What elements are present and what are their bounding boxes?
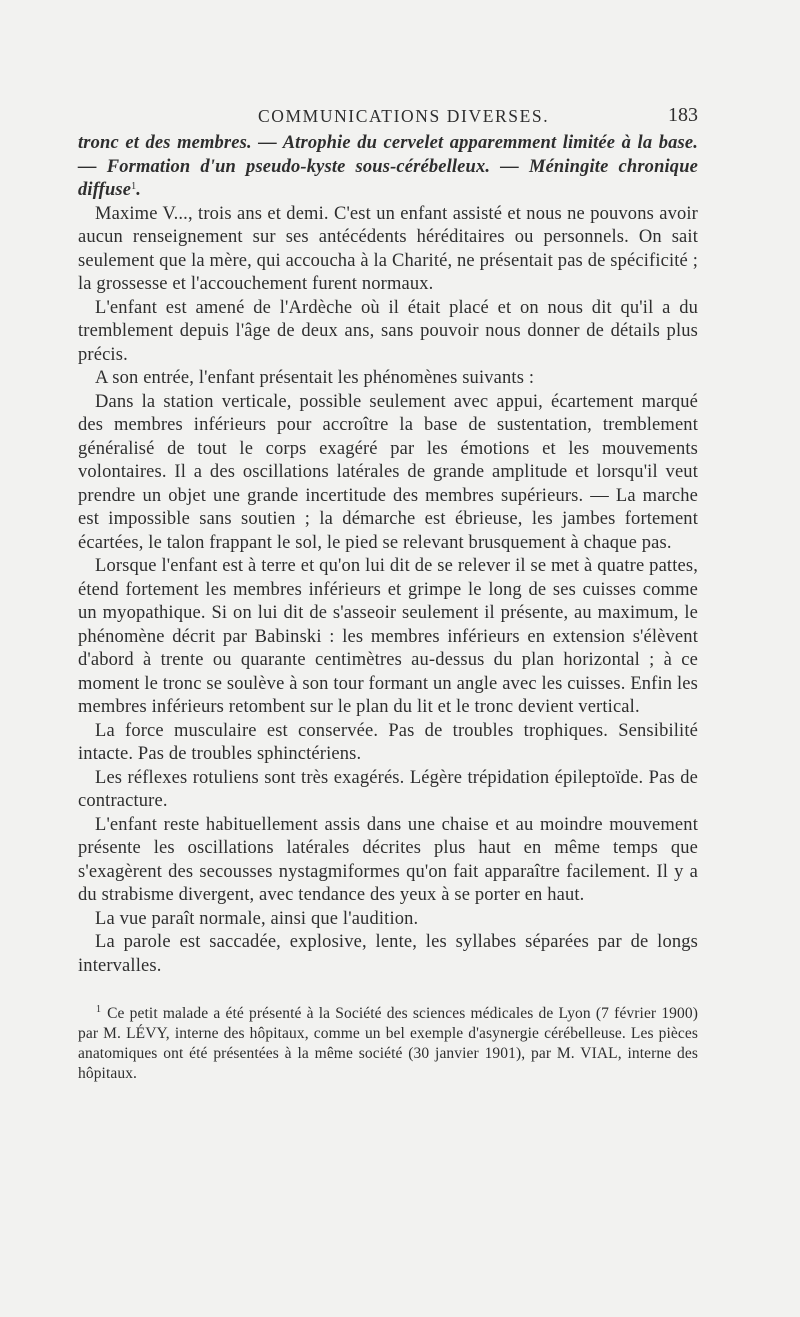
paragraph-oscillations: L'enfant reste habituellement assis dans une chaise et au moindre mouvement présente les oscillations latérales décrites plus haut en même temps que s'exagèrent des secousses nystagmiformes qu'on fait apparaître facilement. Il y a du strabisme divergent, avec tendance des yeux à se porter en haut. <box>78 814 698 905</box>
paragraph-rising: Lorsque l'enfant est à terre et qu'on lui dit de se relever il se met à quatre pattes, étend fortement les membres inférieurs et grimpe le long de ses cuisses comme un myopathique. Si on lui dit de s'asseoir seulement il présente, au maximum, le phénomène décrit par Babinski : les membres inférieurs en extension s'élèvent d'abord à trente ou quarante centimètres au-dessus du plan horizontal ; à ce moment le tronc se soulève à son tour formant un angle avec les cuisses. Enfin les membres inférieurs retombent sur le plan du lit et le tronc devient vertical. <box>78 556 698 717</box>
footnote-marker: 1 <box>96 1004 102 1015</box>
body-text <box>78 203 698 979</box>
footnote-text: Ce petit malade a été présenté à la Société des sciences médicales de Lyon (7 février 1900) par M. LÉVY, interne des hôpitaux, comme un bel exemple d'asynergie cérébelleuse. Les pièces anatomiques ont été présentées à la même société (30 janvier 1901), par M. VIAL, interne des hôpitaux. <box>78 1005 698 1082</box>
paragraph-reflexes: Les réflexes rotuliens sont très exagérés. Légère trépidation épileptoïde. Pas de contracture. <box>78 767 698 811</box>
book-page <box>78 98 698 1084</box>
case-heading: tronc et des membres. — Atrophie du cervelet apparemment limitée à la base. — Formation d'un pseudo-kyste sous-cérébelleux. — Méningite chronique diffuse$^1$. <box>78 133 698 200</box>
paragraph-patient-history: Maxime V..., trois ans et demi. C'est un enfant assisté et nous ne pouvons avoir aucun renseignement sur ses antécédents héréditaires ou personnels. On sait seulement que la mère, qui accoucha à la Charité, ne présentait pas de spécificité ; la grossesse et l'accouchement furent normaux. <box>78 203 698 294</box>
paragraph-strength: La force musculaire est conservée. Pas de troubles trophiques. Sensibilité intacte. Pas de troubles sphinctériens. <box>78 720 698 764</box>
page-number: 183 <box>668 104 698 126</box>
page-header <box>78 98 698 132</box>
paragraph-admission: A son entrée, l'enfant présentait les phénomènes suivants : <box>95 368 535 388</box>
paragraph-speech: La parole est saccadée, explosive, lente, les syllabes séparées par de longs intervalles. <box>78 932 698 976</box>
paragraph-vision: La vue paraît normale, ainsi que l'audition. <box>95 908 419 929</box>
paragraph-standing: Dans la station verticale, possible seulement avec appui, écartement marqué des membres inférieurs pour accroître la base de sustentation, tremblement généralisé de tout le corps exagéré par les émotions et les mouvements volontaires. Il a des oscillations latérales de grande amplitude et lorsqu'il veut prendre un objet une grande incertitude des membres supérieurs. — La marche est impossible sans soutien ; la démarche est ébrieuse, les jambes fortement écartées, le talon frappant le sol, le pied se relevant brusquement à chaque pas. <box>78 391 698 553</box>
running-title: COMMUNICATIONS DIVERSES. <box>258 106 550 126</box>
footnote-reference: 1 <box>131 181 137 192</box>
case-heading-text: tronc et des membres. — Atrophie du cervelet apparemment limitée à la base. — Formation d'un pseudo-kyste sous-cérébelleux. — Méningite chronique diffuse <box>78 133 698 200</box>
paragraph-tremor: L'enfant est amené de l'Ardèche où il était placé et on nous dit qu'il a du tremblement depuis l'âge de deux ans, sans pouvoir nous donner de détails plus précis. <box>78 297 698 365</box>
footnote <box>78 1004 698 1084</box>
